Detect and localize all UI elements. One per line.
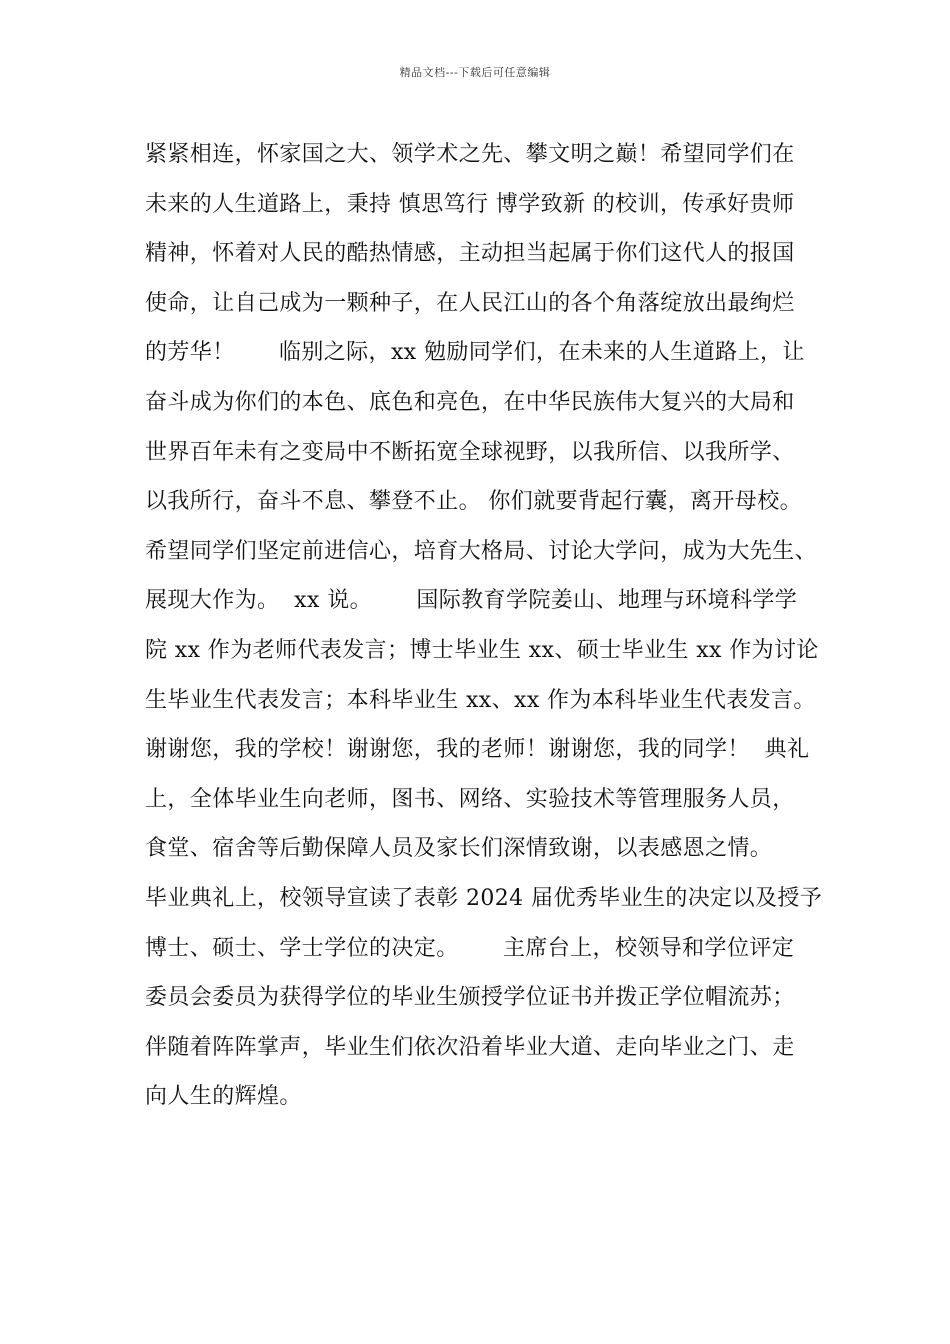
text-line: 紧紧相连，怀家国之大、领学术之先、攀文明之巅！希望同学们在: [145, 142, 795, 167]
text-line: 伴随着阵阵掌声，毕业生们依次沿着毕业大道、走向毕业之门、走: [145, 1034, 795, 1060]
text-line: 院 xx 作为老师代表发言；博士毕业生 xx、硕士毕业生 xx 作为讨论: [145, 637, 819, 663]
text-line: 委员会委员为获得学位的毕业生颁授学位证书并拨正学位帽流苏；: [145, 985, 795, 1011]
text-line: 谢谢您，我的学校！谢谢您，我的老师！谢谢您，我的同学！ 典礼: [145, 737, 810, 763]
text-line: 博士、硕士、学士学位的决定。 主席台上，校领导和学位评定: [145, 935, 795, 961]
text-line: 希望同学们坚定前进信心，培育大格局、讨论大学问，成为大先生、: [145, 538, 818, 564]
text-line: 展现大作为。 xx 说。 国际教育学院姜山、地理与环境科学学: [145, 588, 798, 614]
page-header: 精品文档---下载后可任意编辑: [399, 66, 551, 79]
text-line: 的芳华！ 临别之际，xx 勉励同学们，在未来的人生道路上，让: [145, 340, 805, 366]
text-line: 上，全体毕业生向老师，图书、网络、实验技术等管理服务人员，: [145, 786, 795, 812]
text-line: 毕业典礼上，校领导宣读了表彰 2024 届优秀毕业生的决定以及授予: [145, 885, 823, 911]
text-line: 食堂、宿舍等后勤保障人员及家长们深情致谢，以表感恩之情。: [145, 836, 773, 862]
text-line: 精神，怀着对人民的酷热情感，主动担当起属于你们这代人的报国: [145, 241, 795, 267]
text-line: 向人生的辉煌。: [145, 1084, 302, 1110]
text-line: 奋斗成为你们的本色、底色和亮色，在中华民族伟大复兴的大局和: [145, 389, 795, 415]
text-line: 未来的人生道路上，秉持 慎思笃行 博学致新 的校训，传承好贵师: [145, 191, 795, 217]
text-line: 世界百年未有之变局中不断拓宽全球视野，以我所信、以我所学、: [145, 439, 795, 465]
text-line: 生毕业生代表发言；本科毕业生 xx、xx 作为本科毕业生代表发言。: [145, 687, 816, 713]
body-text: [145, 130, 823, 1122]
text-line: 以我所行，奋斗不息、攀登不止。 你们就要背起行囊，离开母校。: [145, 489, 802, 515]
text-line: 使命，让自己成为一颗种子，在人民江山的各个角落绽放出最绚烂: [145, 290, 795, 316]
